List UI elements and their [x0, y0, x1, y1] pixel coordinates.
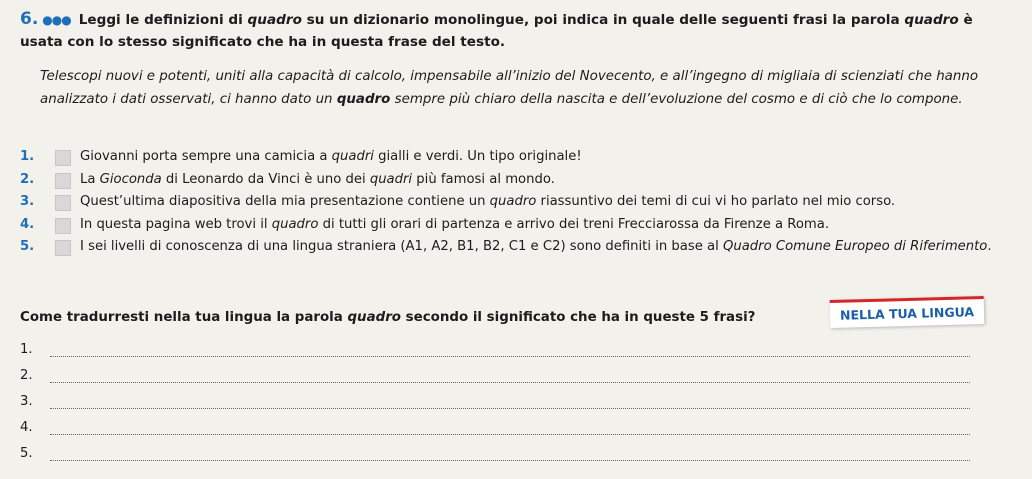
sentence-text: I sei livelli di conoscenza di una lingua straniera (A1, A2, B1, B2, C1 e C2) sono definiti in base al Quadro Comune Europeo di Riferimento. — [80, 239, 992, 255]
exercise-number: 6. — [20, 9, 39, 29]
nella-tua-lingua-badge: NELLA TUA LINGUA — [830, 296, 985, 328]
sentence-text: In questa pagina web trovi il quadro di tutti gli orari di partenza e arrivo dei treni Frecciarossa da Firenze a Roma. — [80, 216, 830, 232]
answer-row-5 — [20, 442, 970, 468]
answer-checkbox[interactable] — [55, 240, 71, 256]
answer-line[interactable] — [50, 460, 970, 461]
answer-row-2 — [20, 364, 970, 390]
answer-line[interactable] — [50, 382, 970, 383]
translation-question: Come tradurresti nella tua lingua la parola quadro secondo il significato che ha in queste 5 frasi? — [20, 310, 756, 325]
instruction-word-1: quadro — [247, 12, 302, 28]
answer-line[interactable] — [50, 408, 970, 409]
answer-row-1 — [20, 338, 970, 364]
answer-checkbox[interactable] — [55, 173, 71, 189]
answer-row-3 — [20, 390, 970, 416]
answer-number: 1. — [20, 342, 33, 357]
quote-text-2: sempre più chiaro della nascita e dell’evoluzione del cosmo e di ciò che lo compone. — [390, 91, 963, 107]
instruction-text-3: è usata con lo stesso significato che ha in questa frase del testo. — [20, 12, 973, 50]
answer-row-4 — [20, 416, 970, 442]
answer-line[interactable] — [50, 356, 970, 357]
quote-keyword: quadro — [336, 91, 391, 107]
sentence-3 — [20, 191, 1010, 214]
sentence-number: 1. — [20, 149, 35, 164]
instruction-text-2: su un dizionario monolingue, poi indica in quale delle seguenti frasi la parola — [301, 12, 905, 28]
answer-checkbox[interactable] — [55, 150, 71, 166]
answer-number: 4. — [20, 420, 33, 435]
answer-checkbox[interactable] — [55, 195, 71, 211]
instruction-text-1: Leggi le definizioni di — [78, 12, 248, 28]
sentence-number: 2. — [20, 171, 35, 187]
sentence-text: Quest’ultima diapositiva della mia presentazione contiene un quadro riassuntivo dei temi di cui vi ho parlato nel mio corso. — [80, 194, 896, 210]
sentence-5 — [20, 236, 1010, 281]
sentence-text: Giovanni porta sempre una camicia a quadri gialli e verdi. Un tipo originale! — [80, 149, 582, 164]
exercise-instruction — [20, 8, 1010, 53]
sentence-number: 4. — [20, 216, 35, 232]
instruction-word-2: quadro — [904, 12, 959, 28]
sentence-2 — [20, 169, 1010, 192]
text-quote — [40, 66, 1000, 111]
answer-line[interactable] — [50, 434, 970, 435]
answer-lines — [20, 338, 970, 468]
answer-number: 3. — [20, 394, 33, 409]
sentence-number: 3. — [20, 194, 35, 210]
sentence-list — [20, 146, 1010, 281]
answer-number: 2. — [20, 368, 33, 383]
sentence-4 — [20, 214, 1010, 237]
sentence-1 — [20, 146, 1010, 169]
difficulty-dots-icon: ●●● — [42, 13, 71, 27]
answer-checkbox[interactable] — [55, 218, 71, 234]
sentence-number: 5. — [20, 239, 35, 255]
quote-text-1: Telescopi nuovi e potenti, uniti alla capacità di calcolo, impensabile all’inizio del Novecento, e all’ingegno di migliaia di scienziati che hanno analizzato i dati osservati, ci hanno dato un — [40, 69, 979, 107]
sentence-text: La Gioconda di Leonardo da Vinci è uno dei quadri più famosi al mondo. — [80, 171, 555, 187]
answer-number: 5. — [20, 446, 33, 461]
